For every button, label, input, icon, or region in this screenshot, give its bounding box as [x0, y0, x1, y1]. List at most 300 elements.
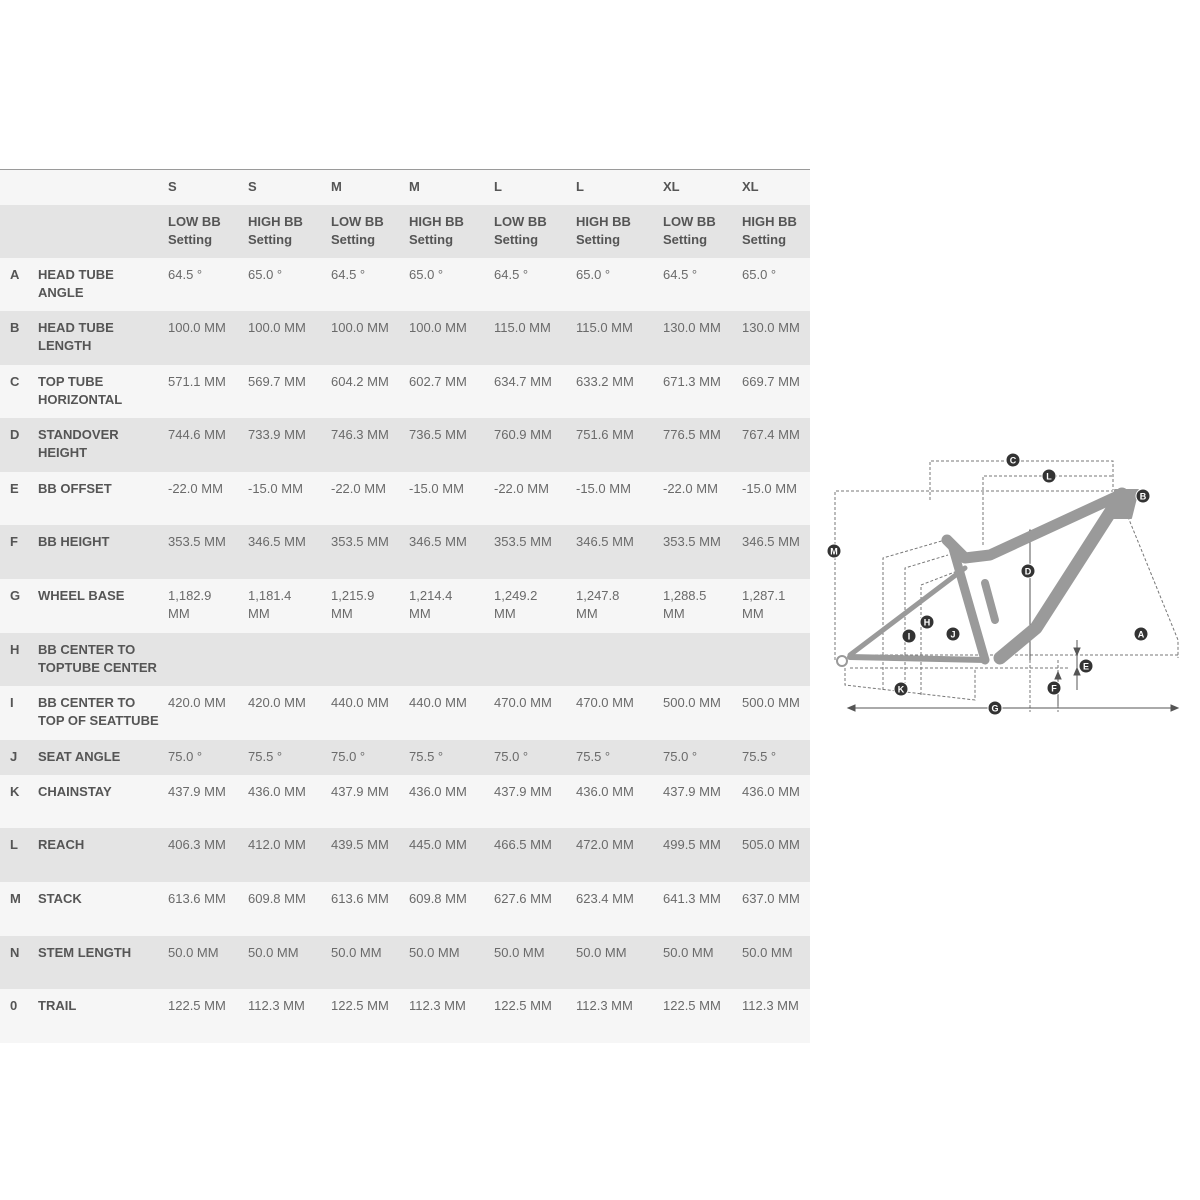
- cell-line: 613.6 MM: [168, 891, 226, 907]
- cell-line: MM: [742, 606, 764, 622]
- value-cell: [494, 258, 576, 312]
- cell-line: MM: [248, 606, 270, 622]
- dimension-marker-e: [1079, 659, 1093, 673]
- cell-line: 637.0 MM: [742, 891, 800, 907]
- cell-line: 1,288.5: [663, 588, 707, 604]
- size-header: L: [576, 170, 663, 205]
- cell-line: 499.5 MM: [663, 837, 721, 853]
- value-cell: [742, 828, 810, 882]
- cell-line: 437.9 MM: [663, 783, 721, 799]
- cell-line: 436.0 MM: [576, 783, 634, 799]
- value-cell: [576, 828, 663, 882]
- value-cell: [331, 633, 409, 687]
- cell-line: 75.5 °: [576, 748, 611, 764]
- setting-header: [576, 205, 663, 258]
- cell-line: 634.7 MM: [494, 373, 552, 389]
- setting-header: [663, 205, 742, 258]
- cell-line: 505.0 MM: [742, 837, 800, 853]
- cell-line: STACK: [38, 891, 82, 907]
- svg-text:F: F: [1051, 683, 1057, 694]
- value-cell: [409, 936, 494, 990]
- value-cell: [168, 775, 248, 829]
- row-letter: J: [0, 740, 38, 775]
- geometry-row: [0, 258, 810, 312]
- cell-line: 65.0 °: [576, 266, 611, 282]
- value-cell: [409, 258, 494, 312]
- value-cell: [331, 740, 409, 775]
- cell-line: HEAD TUBE: [38, 320, 114, 336]
- value-cell: [576, 989, 663, 1043]
- row-letter: H: [0, 633, 38, 687]
- value-cell: [168, 828, 248, 882]
- cell-line: MM: [331, 606, 353, 622]
- cell-line: Setting: [331, 231, 376, 247]
- cell-line: 440.0 MM: [331, 695, 389, 711]
- svg-text:B: B: [1139, 491, 1147, 502]
- cell-line: 437.9 MM: [168, 783, 226, 799]
- cell-line: LOW BB: [663, 213, 716, 229]
- value-cell: [331, 686, 409, 740]
- cell-line: 736.5 MM: [409, 427, 467, 443]
- cell-line: 436.0 MM: [409, 783, 467, 799]
- value-cell: [663, 418, 742, 472]
- cell-line: STANDOVER: [38, 427, 119, 443]
- setting-header: [409, 205, 494, 258]
- cell-line: 112.3 MM: [742, 998, 799, 1014]
- cell-line: 346.5 MM: [248, 534, 306, 550]
- cell-line: 1,249.2: [494, 588, 538, 604]
- cell-line: TOP OF SEATTUBE: [38, 713, 159, 729]
- value-cell: [248, 365, 331, 419]
- cell-line: Setting: [742, 231, 787, 247]
- row-label: [38, 365, 168, 419]
- size-header: S: [168, 170, 248, 205]
- value-cell: [409, 472, 494, 526]
- cell-line: 353.5 MM: [494, 534, 552, 550]
- row-label: [38, 633, 168, 687]
- dimension-marker-b: [1136, 489, 1150, 503]
- size-header: XL: [663, 170, 742, 205]
- geometry-row: [0, 365, 810, 419]
- cell-line: -15.0 MM: [742, 480, 797, 496]
- cell-line: 122.5 MM: [663, 998, 721, 1014]
- value-cell: [576, 311, 663, 365]
- cell-line: 470.0 MM: [576, 695, 634, 711]
- cell-line: 50.0 MM: [331, 944, 382, 960]
- value-cell: [494, 936, 576, 990]
- value-cell: [742, 472, 810, 526]
- value-cell: [663, 882, 742, 936]
- svg-text:G: G: [991, 703, 999, 714]
- row-letter: D: [0, 418, 38, 472]
- cell-line: BB HEIGHT: [38, 534, 110, 550]
- row-label: [38, 418, 168, 472]
- value-cell: [409, 775, 494, 829]
- cell-line: 500.0 MM: [742, 695, 800, 711]
- cell-line: HORIZONTAL: [38, 391, 123, 407]
- cell-line: -15.0 MM: [248, 480, 303, 496]
- row-label: [38, 740, 168, 775]
- svg-text:A: A: [1137, 629, 1145, 640]
- value-cell: [168, 740, 248, 775]
- cell-line: 130.0 MM: [663, 320, 721, 336]
- row-letter: G: [0, 579, 38, 633]
- row-label: [38, 936, 168, 990]
- value-cell: [663, 936, 742, 990]
- dimension-marker-f: [1047, 681, 1061, 695]
- geometry-row: [0, 882, 810, 936]
- cell-line: 122.5 MM: [494, 998, 552, 1014]
- value-cell: [663, 258, 742, 312]
- cell-line: 609.8 MM: [409, 891, 467, 907]
- value-cell: [742, 311, 810, 365]
- cell-line: 436.0 MM: [248, 783, 306, 799]
- value-cell: [248, 686, 331, 740]
- svg-text:M: M: [830, 546, 838, 557]
- cell-line: 122.5 MM: [331, 998, 389, 1014]
- cell-line: 609.8 MM: [248, 891, 306, 907]
- cell-line: 1,214.4: [409, 588, 453, 604]
- cell-line: 744.6 MM: [168, 427, 226, 443]
- cell-line: 406.3 MM: [168, 837, 226, 853]
- geometry-row: [0, 418, 810, 472]
- cell-line: 50.0 MM: [168, 944, 219, 960]
- value-cell: [409, 525, 494, 579]
- row-letter: 0: [0, 989, 38, 1043]
- cell-line: 50.0 MM: [663, 944, 714, 960]
- value-cell: [742, 579, 810, 633]
- cell-line: 445.0 MM: [409, 837, 467, 853]
- value-cell: [248, 525, 331, 579]
- cell-line: 500.0 MM: [663, 695, 721, 711]
- value-cell: [494, 686, 576, 740]
- value-cell: [494, 775, 576, 829]
- value-cell: [663, 740, 742, 775]
- value-cell: [494, 882, 576, 936]
- svg-text:K: K: [897, 684, 905, 695]
- value-cell: [168, 633, 248, 687]
- cell-line: 751.6 MM: [576, 427, 634, 443]
- value-cell: [409, 989, 494, 1043]
- cell-line: -22.0 MM: [331, 480, 386, 496]
- cell-line: 112.3 MM: [576, 998, 633, 1014]
- row-letter: K: [0, 775, 38, 829]
- cell-line: 100.0 MM: [331, 320, 389, 336]
- size-header: XL: [742, 170, 810, 205]
- row-label: [38, 686, 168, 740]
- value-cell: [331, 989, 409, 1043]
- svg-text:D: D: [1024, 566, 1032, 577]
- svg-text:J: J: [950, 629, 956, 640]
- row-letter: I: [0, 686, 38, 740]
- cell-line: 1,215.9: [331, 588, 375, 604]
- row-label: [38, 828, 168, 882]
- dimension-marker-d: [1021, 564, 1035, 578]
- value-cell: [409, 365, 494, 419]
- cell-line: BB OFFSET: [38, 480, 112, 496]
- value-cell: [663, 989, 742, 1043]
- value-cell: [331, 882, 409, 936]
- cell-line: 602.7 MM: [409, 373, 467, 389]
- cell-line: 669.7 MM: [742, 373, 800, 389]
- value-cell: [494, 989, 576, 1043]
- value-cell: [494, 525, 576, 579]
- value-cell: [663, 472, 742, 526]
- dimension-marker-c: [1006, 453, 1020, 467]
- cell-line: 671.3 MM: [663, 373, 721, 389]
- value-cell: [494, 418, 576, 472]
- value-cell: [248, 472, 331, 526]
- size-header: S: [248, 170, 331, 205]
- setting-header-row: [0, 205, 810, 258]
- cell-line: 75.0 °: [494, 748, 529, 764]
- value-cell: [742, 525, 810, 579]
- cell-line: HEAD TUBE: [38, 266, 114, 282]
- value-cell: [494, 740, 576, 775]
- svg-text:L: L: [1046, 471, 1052, 482]
- row-letter: C: [0, 365, 38, 419]
- value-cell: [663, 775, 742, 829]
- cell-line: MM: [663, 606, 685, 622]
- cell-line: STEM LENGTH: [38, 944, 132, 960]
- cell-line: LENGTH: [38, 338, 92, 354]
- value-cell: [742, 882, 810, 936]
- geometry-row: [0, 740, 810, 775]
- setting-header: [494, 205, 576, 258]
- cell-line: 746.3 MM: [331, 427, 389, 443]
- cell-line: Setting: [168, 231, 213, 247]
- value-cell: [331, 828, 409, 882]
- cell-line: 100.0 MM: [248, 320, 306, 336]
- cell-line: 64.5 °: [168, 266, 203, 282]
- cell-line: 353.5 MM: [331, 534, 389, 550]
- dimension-marker-a: [1134, 627, 1148, 641]
- cell-line: 50.0 MM: [248, 944, 299, 960]
- cell-line: 112.3 MM: [248, 998, 305, 1014]
- cell-line: 627.6 MM: [494, 891, 552, 907]
- cell-line: 75.0 °: [168, 748, 203, 764]
- cell-line: 776.5 MM: [663, 427, 721, 443]
- cell-line: REACH: [38, 837, 85, 853]
- cell-line: 75.5 °: [248, 748, 283, 764]
- row-letter: F: [0, 525, 38, 579]
- cell-line: 65.0 °: [248, 266, 283, 282]
- cell-line: BB CENTER TO: [38, 695, 136, 711]
- value-cell: [248, 989, 331, 1043]
- cell-line: 437.9 MM: [494, 783, 552, 799]
- row-letter: E: [0, 472, 38, 526]
- value-cell: [331, 472, 409, 526]
- cell-line: 571.1 MM: [168, 373, 226, 389]
- value-cell: [742, 989, 810, 1043]
- cell-line: BB CENTER TO: [38, 641, 136, 657]
- cell-line: TRAIL: [38, 998, 77, 1014]
- cell-line: 1,247.8: [576, 588, 620, 604]
- value-cell: [576, 740, 663, 775]
- value-cell: [409, 740, 494, 775]
- dimension-marker-l: [1042, 469, 1056, 483]
- size-header: M: [331, 170, 409, 205]
- cell-line: HIGH BB: [409, 213, 464, 229]
- geometry-row: [0, 472, 810, 526]
- value-cell: [576, 472, 663, 526]
- cell-line: 623.4 MM: [576, 891, 634, 907]
- cell-line: 353.5 MM: [663, 534, 721, 550]
- value-cell: [331, 775, 409, 829]
- row-label: [38, 775, 168, 829]
- cell-line: 466.5 MM: [494, 837, 552, 853]
- value-cell: [248, 828, 331, 882]
- setting-header: [331, 205, 409, 258]
- dimension-marker-k: [894, 682, 908, 696]
- cell-line: HIGH BB: [742, 213, 797, 229]
- cell-line: LOW BB: [168, 213, 221, 229]
- value-cell: [663, 828, 742, 882]
- value-cell: [248, 882, 331, 936]
- value-cell: [742, 936, 810, 990]
- value-cell: [742, 258, 810, 312]
- value-cell: [576, 365, 663, 419]
- cell-line: 346.5 MM: [742, 534, 800, 550]
- cell-line: CHAINSTAY: [38, 783, 112, 799]
- row-letter: M: [0, 882, 38, 936]
- value-cell: [168, 418, 248, 472]
- value-cell: [248, 633, 331, 687]
- cell-line: 1,287.1: [742, 588, 786, 604]
- value-cell: [576, 686, 663, 740]
- geometry-row: [0, 936, 810, 990]
- cell-line: Setting: [494, 231, 539, 247]
- cell-line: 412.0 MM: [248, 837, 306, 853]
- row-label: [38, 579, 168, 633]
- cell-line: 1,182.9: [168, 588, 212, 604]
- cell-line: 75.5 °: [409, 748, 444, 764]
- cell-line: 439.5 MM: [331, 837, 389, 853]
- cell-line: 569.7 MM: [248, 373, 306, 389]
- value-cell: [576, 418, 663, 472]
- cell-line: 641.3 MM: [663, 891, 721, 907]
- value-cell: [248, 775, 331, 829]
- cell-line: 472.0 MM: [576, 837, 634, 853]
- value-cell: [576, 882, 663, 936]
- cell-line: MM: [494, 606, 516, 622]
- cell-line: HEIGHT: [38, 445, 88, 461]
- value-cell: [576, 258, 663, 312]
- cell-line: 613.6 MM: [331, 891, 389, 907]
- value-cell: [168, 258, 248, 312]
- svg-text:E: E: [1082, 661, 1090, 672]
- cell-line: 420.0 MM: [248, 695, 306, 711]
- geometry-row: [0, 686, 810, 740]
- cell-line: 122.5 MM: [168, 998, 226, 1014]
- value-cell: [663, 633, 742, 687]
- row-label: [38, 989, 168, 1043]
- value-cell: [248, 311, 331, 365]
- value-cell: [168, 686, 248, 740]
- value-cell: [742, 775, 810, 829]
- cell-line: MM: [409, 606, 431, 622]
- value-cell: [331, 365, 409, 419]
- cell-line: 760.9 MM: [494, 427, 552, 443]
- size-header-row: [0, 170, 810, 205]
- bike-frame: [837, 490, 1138, 666]
- cell-line: Setting: [576, 231, 621, 247]
- cell-line: 100.0 MM: [409, 320, 467, 336]
- cell-line: Setting: [248, 231, 293, 247]
- value-cell: [742, 633, 810, 687]
- value-cell: [409, 882, 494, 936]
- cell-line: 437.9 MM: [331, 783, 389, 799]
- cell-line: TOPTUBE CENTER: [38, 659, 157, 675]
- value-cell: [409, 579, 494, 633]
- cell-line: 50.0 MM: [742, 944, 793, 960]
- geometry-row: [0, 775, 810, 829]
- value-cell: [742, 740, 810, 775]
- row-letter: A: [0, 258, 38, 312]
- value-cell: [494, 311, 576, 365]
- svg-text:C: C: [1009, 455, 1017, 466]
- value-cell: [331, 418, 409, 472]
- value-cell: [248, 418, 331, 472]
- value-cell: [663, 525, 742, 579]
- value-cell: [742, 686, 810, 740]
- cell-line: 604.2 MM: [331, 373, 389, 389]
- cell-line: -22.0 MM: [494, 480, 549, 496]
- cell-line: WHEEL BASE: [38, 588, 125, 604]
- cell-line: 75.0 °: [663, 748, 698, 764]
- geometry-row: [0, 311, 810, 365]
- cell-line: -22.0 MM: [168, 480, 223, 496]
- cell-line: -22.0 MM: [663, 480, 718, 496]
- value-cell: [168, 579, 248, 633]
- value-cell: [576, 936, 663, 990]
- dimension-marker-m: [827, 544, 841, 558]
- value-cell: [663, 686, 742, 740]
- cell-line: 353.5 MM: [168, 534, 226, 550]
- svg-text:H: H: [923, 617, 931, 628]
- cell-line: HIGH BB: [576, 213, 631, 229]
- cell-line: 50.0 MM: [494, 944, 545, 960]
- cell-line: 115.0 MM: [576, 320, 633, 336]
- cell-line: 346.5 MM: [409, 534, 467, 550]
- value-cell: [494, 579, 576, 633]
- cell-line: 100.0 MM: [168, 320, 226, 336]
- row-letter: L: [0, 828, 38, 882]
- cell-line: Setting: [663, 231, 708, 247]
- cell-line: 65.0 °: [742, 266, 777, 282]
- cell-line: 50.0 MM: [576, 944, 627, 960]
- header-spacer: [0, 170, 38, 205]
- cell-line: ANGLE: [38, 284, 84, 300]
- row-label: [38, 472, 168, 526]
- cell-line: 115.0 MM: [494, 320, 551, 336]
- cell-line: 440.0 MM: [409, 695, 467, 711]
- value-cell: [331, 936, 409, 990]
- value-cell: [494, 365, 576, 419]
- cell-line: 112.3 MM: [409, 998, 466, 1014]
- cell-line: 75.5 °: [742, 748, 777, 764]
- dimension-marker-j: [946, 627, 960, 641]
- value-cell: [168, 936, 248, 990]
- value-cell: [168, 882, 248, 936]
- value-cell: [409, 418, 494, 472]
- cell-line: 767.4 MM: [742, 427, 800, 443]
- cell-line: 75.0 °: [331, 748, 366, 764]
- cell-line: 130.0 MM: [742, 320, 800, 336]
- cell-line: -15.0 MM: [409, 480, 464, 496]
- value-cell: [331, 525, 409, 579]
- cell-line: Setting: [409, 231, 454, 247]
